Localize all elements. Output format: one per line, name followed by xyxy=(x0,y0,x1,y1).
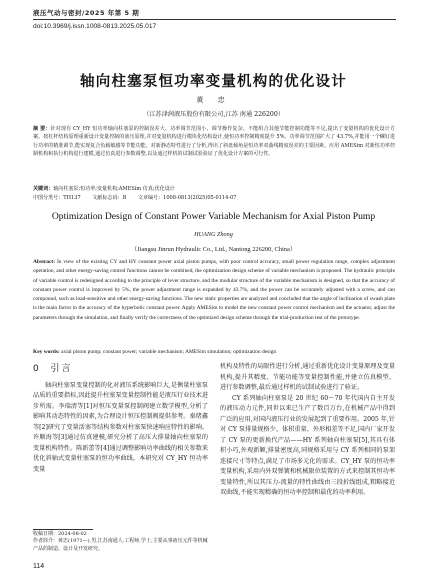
section-title: 引言 xyxy=(50,364,73,374)
title-chinese: 轴向柱塞泵恒功率变量机构的优化设计 xyxy=(80,74,347,90)
section-heading xyxy=(33,364,208,375)
keywords-en-text: axial piston pump; constant power; variable mechanism; AMESim simulation; optimization design xyxy=(61,349,277,355)
title-english: Optimization Design of Constant Power Variable Mechanism for Axial Piston Pump xyxy=(51,211,376,222)
body-column-left xyxy=(33,362,208,475)
article-number: 文章编号：1008-0813(2025)05-0114-07 xyxy=(137,195,237,201)
classification-row xyxy=(33,194,395,202)
author-english: HUANG Zhong xyxy=(194,231,233,238)
abstract-cn-label: 摘 要： xyxy=(33,126,51,132)
abstract-en-text: In view of the existing CY and HY constant power axial piston pumps, with poor control accuracy, small power regulation range, complex adjustment operation, and other energy-saving control functions cannot be combined, the optimization design scheme of variable mechanism is proposed. The hydraulic principle of variable control is redesigned according to the principle of lever structure, and the modular structure of the variable mechanism is designed, so that the accuracy of constant power control is improved by 5%, the power adjustment range is expanded by 43.7%, and the power can be accurately adjusted with a screw, and can compound, such as load-sensitive and other energy-saving functions. The new static properties are analyzed and concluded that the angle of inclination of swash plate is the main factor in the accuracy of the hyperbolic constant power. Apply AMESim to model the new constant power control mechanism and the actuator, adjust the parameters through the simulation, and finally verify the correctness of the optimized design scheme through the trial-production test of the prototype. xyxy=(33,259,396,321)
keywords-english xyxy=(33,348,395,357)
clc-number: 中图分类号：TH137 xyxy=(33,195,81,201)
affiliation-english: （Jiangsu Jinrun Hydraulic Co., Ltd., Nantong 226200, China） xyxy=(130,246,297,253)
section-number: 0 xyxy=(33,364,41,374)
body-column-right xyxy=(220,362,395,499)
doi-line: doi:10.3969/j.issn.1008-0813.2025.05.017 xyxy=(33,23,157,30)
keywords-cn-label: 关键词： xyxy=(33,186,54,192)
abstract-english xyxy=(33,258,395,323)
page-number: 114 xyxy=(33,563,45,570)
abstract-chinese xyxy=(33,125,395,159)
paragraph-continued: 机构及特性的局限性进行分析,通过重新优化设计变量原理及变量机构,提升其精度、节能功能等变量控制性能,并建立仿真模型、进行参数调整,最后通过样机的试制试验进行了验证。 xyxy=(220,363,395,391)
footnote-rule xyxy=(33,529,93,530)
abstract-en-label: Abstract: xyxy=(33,259,56,265)
affiliation-chinese: （江苏津润液压股份有限公司,江苏 南通 226200） xyxy=(143,111,284,118)
received-date: 收稿日期：2024-08-02 xyxy=(33,531,87,537)
keywords-chinese xyxy=(33,185,395,193)
document-code: 文献标志码：B xyxy=(92,195,127,201)
keywords-cn-text: 轴向柱塞泵;恒功率;变量机构;AMESim 仿真;优化设计 xyxy=(53,186,175,192)
keywords-en-label: Key words: xyxy=(33,349,60,355)
footnote xyxy=(33,531,208,553)
author-chinese: 黄 忠 xyxy=(196,96,231,104)
author-bio: 作者简介：黄忠(1971—),男,江苏南通人,工程师,学士,主要从事液压元件等机械产品的制造、设计及开发研究。 xyxy=(33,538,208,552)
journal-running-head: 液压气动与密封/2025 年第 5 期 xyxy=(33,9,140,17)
header-rule xyxy=(33,19,396,20)
abstract-cn-text: 针对现有 CY_HY 恒功率轴向柱塞泵的控制误差大、功率调节范围小、调节操作复杂、不能组合其他节能控制功能等不足,提出了变量机构的优化设计方案。按杠杆结构原理重新设计变量控制的液压原理,并对变量机构进行模块化结构设计,使恒功率控制精度提升 5%、功率调节范围扩大了 43.7%,并能用一个螺钉进行功率的精准调节,能实现复合负载敏感等节能功能。对新静态特性进行了分析,得出了斜盘倾角是恒功率双曲线精度误差的主要因素。应用 AMESim 对新恒功率控制机构和执行机构进行建模,通过仿真进行参数调整,以及通过样机的试制试验验证了优化设计方案的可行性。 xyxy=(33,126,395,158)
paragraph-cy-series: CY 系列轴向柱塞泵是 20 世纪 60～70 年代国内自主开发的液压动力元件,同世以来已生产了数百万台,在机械产品中得到广泛的应用,对国内液压行业的发展起到了重要作用。2005 年,针对 CY 泵排量规格少、体积重量、外形相差等不足,国内厂家开发了 CY 泵的更新换代产品——HY 系列轴向柱塞泵[5],其具有体积小巧,外观新颖,排量密度高,同规格采用与 CY 系列相同的泵架连接尺寸等特点,满足了市场多元化的需求。CY_HY 泵的恒功率变量机构,采用内外双弹簧和机械限位装置的方式来控制其恒功率变量特性,所以其压力-流量的特性曲线由三段折线组成,粗略接近双曲线,不能实现精确的恒功率控制和最优的功率利用。 xyxy=(220,394,396,496)
intro-paragraph: 轴向柱塞泵变量控制的化对液压系统影响巨大,是衡量柱塞泵品质的重要指标,因此提升柱塞泵变量控制性能是液压行业技术进步所需。李瑞清等[1]对恒压变量泵控制阀建立数学模型,分析了影响其动态特性的因素,为合理设计恒压控制阀提供参考。秦绪鑫等[2]研究了变量活塞等结构参数对柱塞泵快速响应特性的影响。许顺海等[3]通过仿真建模,研究分析了高压大排量轴向柱塞泵的变量机构特性。陈新蕾等[4]通过调整影响功率曲线的相关参数来优化斜轴式变量柱塞泵的恒功率曲线。本研究对 CY_HY 恒功率变量 xyxy=(33,381,208,473)
